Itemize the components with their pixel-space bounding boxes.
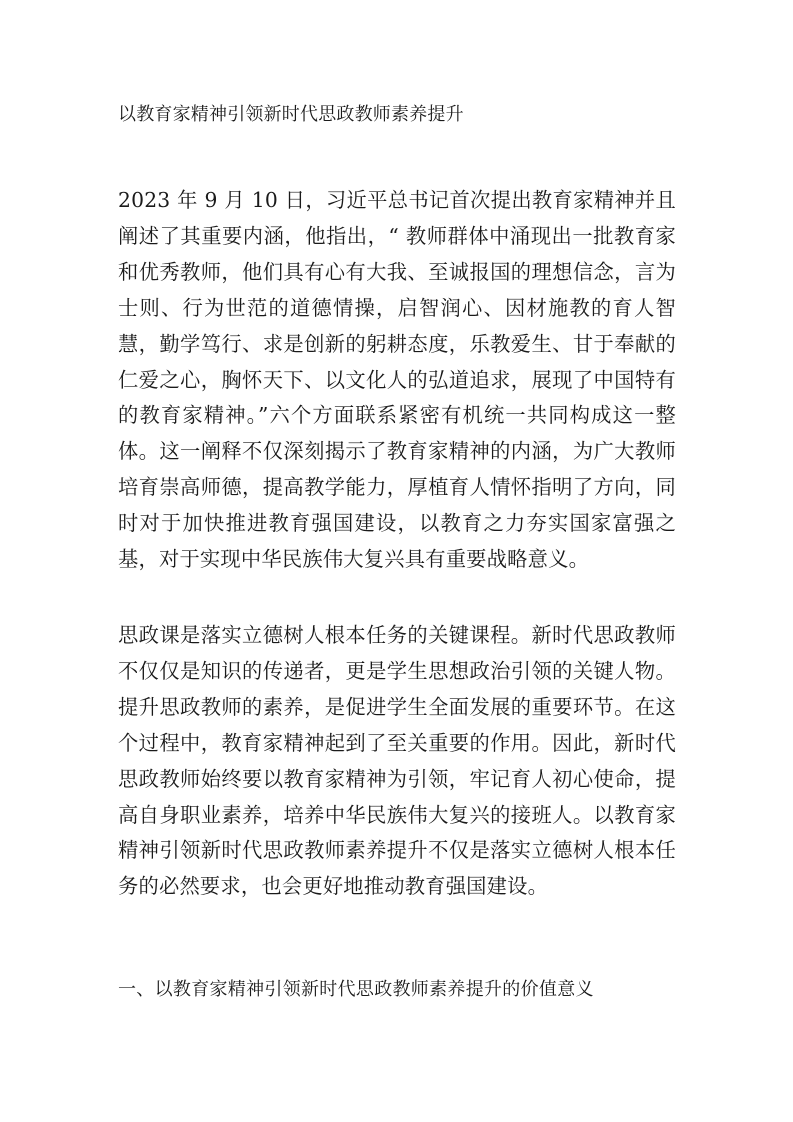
paragraph-importance: 思政课是落实立德树人根本任务的关键课程。新时代思政教师不仅仅是知识的传递者，更是学生思想政治引领的关键人物。提升思政教师的素养，是促进学生全面发展的重要环节。在这个过程中，教育家精神起到了至关重要的作用。因此，新时代思政教师始终要以教育家精神为引领，牢记育人初心使命，提高自身职业素养，培养中华民族伟大复兴的接班人。以教育家精神引领新时代思政教师素养提升不仅是落实立德树人根本任务的必然要求，也会更好地推动教育强国建设。 — [118, 623, 676, 899]
paragraph-intro: 2023 年 9 月 10 日，习近平总书记首次提出教育家精神并且阐述了其重要内涵，他指出，“ 教师群体中涌现出一批教育家和优秀教师，他们具有心有大我、至诚报国的理想信念，言为士则、行为世范的道德情操，启智润心、因材施教的育人智慧，勤学笃行、求是创新的躬耕态度，乐教爱生、甘于奉献的仁爱之心，胸怀天下、以文化人的弘道追求，展现了中国特有的教育家精神。”六个方面联系紧密有机统一共同构成这一整体。这一阐释不仅深刻揭示了教育家精神的内涵，为广大教师培育崇高师德，提高教学能力，厚植育人情怀指明了方向，同时对于加快推进教育强国建设，以教育之力夯实国家富强之基，对于实现中华民族伟大复兴具有重要战略意义。 — [118, 188, 676, 572]
document-title: 以教育家精神引领新时代思政教师素养提升 — [118, 104, 464, 125]
section-heading: 一、以教育家精神引领新时代思政教师素养提升的价值意义 — [118, 979, 594, 1000]
